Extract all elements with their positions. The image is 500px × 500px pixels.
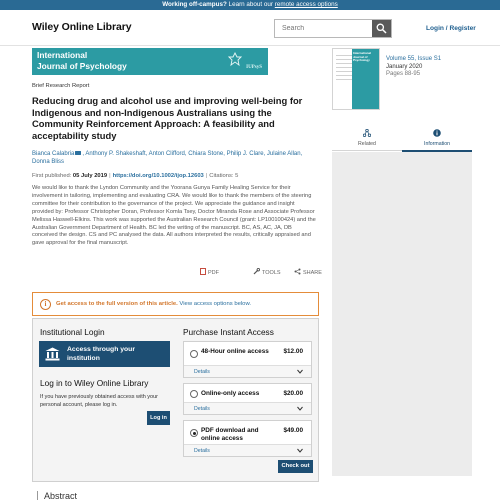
radio-pdf-online[interactable]	[190, 429, 198, 437]
journal-banner-mark: IUPsyS	[246, 65, 262, 70]
log-in-button[interactable]: Log in	[147, 411, 170, 425]
doi-link[interactable]: https://doi.org/10.1002/ijop.12603	[112, 173, 204, 179]
cover-decoration	[336, 55, 352, 83]
check-out-button[interactable]: Check out	[278, 460, 313, 473]
option-price: $49.00	[283, 427, 303, 434]
search-input[interactable]	[275, 20, 372, 37]
remote-access-text: Learn about our	[226, 1, 275, 8]
option-details-toggle[interactable]	[184, 365, 311, 377]
wol-login-text: If you have previously obtained access with your personal account, please log in.	[40, 394, 159, 409]
access-options-panel	[32, 318, 319, 482]
remote-access-link[interactable]: remote access options	[274, 1, 338, 8]
institution-icon	[45, 347, 60, 361]
tab-label: Information	[424, 141, 450, 147]
institution-access-button[interactable]	[39, 341, 170, 367]
abstract-heading: Abstract	[37, 491, 77, 500]
journal-banner[interactable]	[32, 48, 268, 75]
pdf-icon	[200, 268, 206, 275]
option-details-toggle[interactable]	[184, 402, 311, 414]
first-published-date: 05 July 2019	[72, 173, 108, 179]
share-label: SHARE	[303, 270, 322, 276]
institutional-login-title: Institutional Login	[40, 327, 105, 337]
volume-issue-link[interactable]: Volume 55, Issue S1	[386, 56, 442, 62]
search-box	[274, 19, 392, 38]
wrench-icon	[253, 268, 260, 275]
radio-48-hour[interactable]	[190, 350, 198, 358]
remote-access-lead: Working off-campus?	[162, 1, 227, 8]
get-access-banner	[32, 292, 319, 316]
search-icon	[376, 23, 387, 34]
tools-button[interactable]	[253, 268, 281, 276]
author-list	[32, 150, 316, 166]
wol-login-title: Log in to Wiley Online Library	[40, 378, 149, 388]
chevron-down-icon	[297, 448, 303, 453]
search-button[interactable]	[372, 20, 391, 37]
details-label: Details	[194, 369, 210, 375]
acknowledgement-text: We would like to thank the Lyndon Community and the Yoorana Gunya Family Healing Service for their involvement in tailoring, implementing and evaluating CRA. We would like to thank the members of the steering committee for their contribution to the governance of the project. We appreciate the guidance and insight provided by: Professor Christopher Doran, Professor Komla Tsey, Doctor Miranda Rose and Associate Professor Melissa Haswell-Elkins. This work was supported the Australian Research Council (grant: LP100100424) and the Australian Government Department of Health. BC led the writing of the manuscript. BC, AS, AC, JA, DB conceived the design. CS and PC analysed the data. All authors interpreted the results, critically appraised and gave approval for the final manuscript.	[32, 185, 316, 247]
corresponding-author-mail-icon[interactable]	[75, 151, 81, 156]
related-icon	[363, 129, 371, 137]
option-name: 48-Hour online access	[201, 348, 269, 355]
site-header	[0, 10, 500, 46]
pdf-label: PDF	[208, 270, 219, 276]
chevron-down-icon	[297, 369, 303, 374]
cover-strip	[352, 49, 379, 109]
institution-access-label: Access through your institution	[67, 346, 135, 362]
author-link[interactable]: Bianca Calabria	[32, 151, 75, 157]
purchase-option-48-hour[interactable]	[183, 341, 312, 378]
option-price: $20.00	[283, 390, 303, 397]
purchase-option-online-only[interactable]	[183, 383, 312, 415]
info-icon	[433, 129, 441, 137]
tab-information[interactable]	[402, 125, 472, 152]
citations-count[interactable]: Citations: 5	[209, 173, 239, 179]
option-details-toggle[interactable]	[184, 444, 311, 456]
tab-related[interactable]	[332, 125, 402, 151]
iupsys-seal-icon	[228, 52, 242, 67]
article-title: Reducing drug and alcohol use and improving well-being for Indigenous and non-Indigenous Australians using the Community Reinforcement Approach: A feasibility and acceptability study	[32, 95, 303, 141]
issue-date: January 2020	[386, 63, 423, 70]
login-register-link[interactable]: Login / Register	[426, 25, 476, 32]
get-access-message	[56, 301, 251, 307]
issue-info	[386, 56, 441, 79]
sidebar-tabs	[332, 125, 472, 151]
radio-online-only[interactable]	[190, 390, 198, 398]
details-label: Details	[194, 406, 210, 412]
remote-access-banner	[0, 0, 500, 10]
cover-title: International Journal of Psychology	[353, 51, 372, 63]
purchase-title: Purchase Instant Access	[183, 327, 274, 337]
information-panel	[332, 152, 472, 476]
details-label: Details	[194, 448, 210, 454]
journal-banner-line2: Journal of Psychology	[37, 61, 127, 71]
pdf-button[interactable]	[200, 268, 219, 276]
share-icon	[294, 268, 301, 275]
author-links[interactable]: , Anthony P. Shakeshaft, Anton Clifford, Chiara Stone, Philip J. Clare, Julaine Allan, Donna Bliss	[32, 151, 303, 166]
get-access-bold: Get access to the full version of this article.	[56, 301, 178, 307]
share-button[interactable]	[294, 268, 322, 276]
issue-pages: Pages 88-95	[386, 71, 421, 77]
article-type: Brief Research Report	[32, 83, 90, 89]
chevron-down-icon	[297, 406, 303, 411]
site-logo[interactable]: Wiley Online Library	[32, 21, 132, 33]
journal-cover-image[interactable]	[332, 48, 380, 110]
journal-banner-line1: International	[37, 50, 88, 60]
first-published-label: First published:	[32, 173, 73, 179]
info-icon: i	[40, 299, 51, 310]
option-price: $12.00	[283, 348, 303, 355]
tab-label: Related	[358, 141, 376, 147]
view-access-options-link[interactable]: View access options below.	[177, 301, 252, 307]
option-name: Online-only access	[201, 390, 260, 397]
publication-meta: First published: 05 July 2019 | https://doi.org/10.1002/ijop.12603 | Citations: 5	[32, 173, 239, 179]
purchase-option-pdf-online[interactable]	[183, 420, 312, 457]
tools-label: TOOLS	[262, 270, 281, 276]
option-name: PDF download and online access	[201, 427, 259, 442]
